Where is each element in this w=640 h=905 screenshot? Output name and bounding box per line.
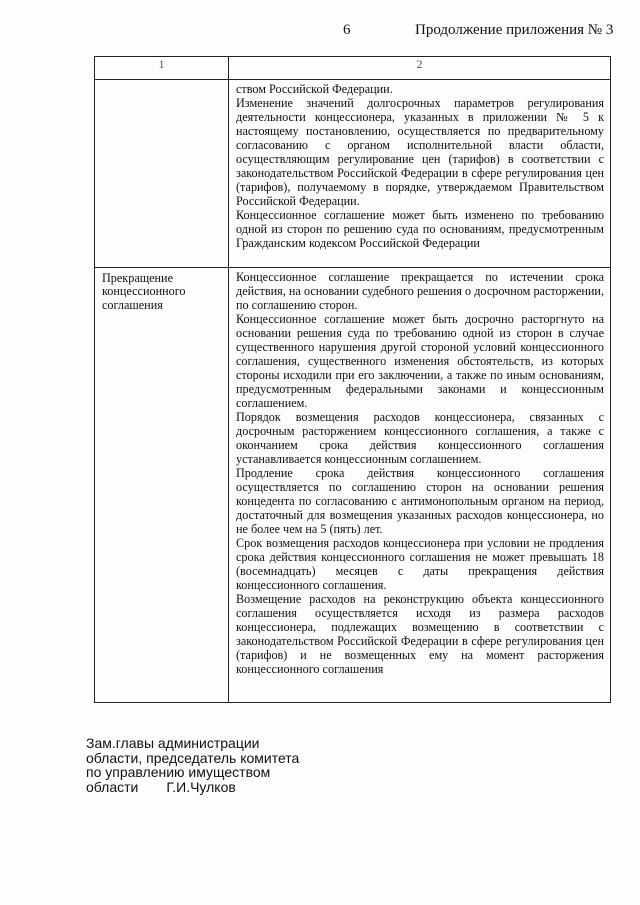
signatory-position-line: Зам.главы администрации [86, 735, 260, 751]
row-label [95, 80, 229, 268]
paragraph: Изменение значений долгосрочных параметров регулирования деятельности концессионера, указанных в приложении № 5 к настоящему постановлению, осуществляется по предварительному согласованию с органом исполнительной власти области, осуществляющим регулирование цен (тарифов) в соответствии с законодательством Российской Федерации в сфере регулирования цен (тарифов), получаемому в порядке, утверждаемом Правительством Российской Федерации. [236, 96, 604, 208]
row-content [229, 268, 611, 703]
paragraph: Продление срока действия концессионного соглашения осуществляется по соглашению сторон на основании решения концедента по согласованию с антимонопольным органом на период, достаточный для возмещения указанных расходов концессионера, но не более чем на 5 (пять) лет. [236, 466, 604, 536]
row-label-termination: Прекращение концессионного соглашения [95, 268, 229, 703]
signatory-name: Г.И.Чулков [166, 778, 236, 795]
concession-terms-table [94, 56, 611, 703]
paragraph: Порядок возмещения расходов концессионера, связанных с досрочным расторжением концессионного соглашения, а также с окончанием срока действия концессионного соглашения устанавливается концессионным соглашением. [236, 410, 604, 466]
signature-block [86, 736, 299, 794]
row-content [229, 80, 611, 268]
paragraph: Концессионное соглашение прекращается по истечении срока действия, на основании судебного решения о досрочном расторжении, по соглашению сторон. [236, 270, 604, 312]
table-header-row [95, 57, 611, 80]
paragraph: ством Российской Федерации. [236, 82, 393, 96]
table-row [95, 80, 611, 268]
page-number: 6 [343, 22, 351, 38]
table-row [95, 268, 611, 703]
signatory-position-line: области, председатель комитета [86, 749, 300, 766]
appendix-continuation-label: Продолжение приложения № 3 [415, 22, 614, 38]
signatory-position-line [86, 780, 299, 795]
paragraph: Концессионное соглашение может быть изменено по требованию одной из сторон по решению суда по основаниям, предусмотренным Гражданским кодексом Российской Федерации [236, 208, 604, 250]
column-1-header: 1 [95, 57, 229, 80]
column-2-header: 2 [229, 57, 611, 80]
paragraph: Концессионное соглашение может быть досрочно расторгнуто на основании решения суда по требованию одной из сторон в случае существенного нарушения другой стороной условий концессионного соглашения, существенного изменения обстоятельств, из которых стороны исходили при его заключении, а также по иным основаниям, предусмотренным федеральными законами и концессионным соглашением. [236, 312, 604, 410]
paragraph: Срок возмещения расходов концессионера при условии не продления срока действия концессионного соглашения не может превышать 18 (восемнадцать) месяцев с даты прекращения действия концессионного соглашения. [236, 536, 604, 592]
signatory-position-last: области [86, 778, 139, 795]
signatory-position-line: по управлению имуществом [86, 764, 271, 780]
paragraph: Возмещение расходов на реконструкцию объекта концессионного соглашения осуществляется исходя из размера расходов концессионера, подлежащих возмещению в соответствии с законодательством Российской Федерации в сфере регулирования цен (тарифов) и не возмещенных ему на момент расторжения концессионного соглашения [236, 592, 604, 676]
